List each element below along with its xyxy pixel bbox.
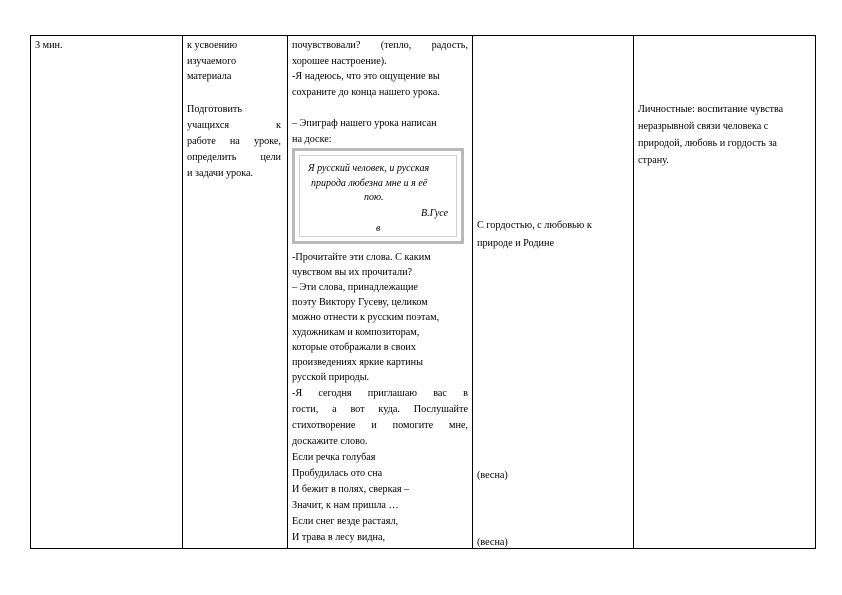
text-word: стихотворение [292, 420, 356, 431]
task-line: Подготовить [187, 104, 242, 115]
text-word: радость, [431, 40, 468, 51]
text-word: гости, [292, 404, 319, 415]
task-line [187, 134, 281, 150]
outcome-line: природой, любовь и гордость за [638, 138, 777, 149]
answer-line: С гордостью, с любовью к [477, 220, 592, 231]
time-cell [31, 36, 183, 549]
text-word: -Я [292, 388, 303, 399]
answer-line: (весна) [477, 537, 508, 548]
text-line: на доске: [292, 134, 332, 145]
text-word: куда. [378, 404, 400, 415]
lesson-plan-table [30, 35, 816, 549]
task-word: учащихся [187, 120, 230, 131]
text-line [292, 38, 468, 54]
text-word: почувствовали? [292, 40, 361, 51]
text-line: сохраните до конца нашего урока. [292, 87, 440, 98]
poem-line: И бежит в полях, сверкая – [292, 484, 410, 495]
task-word: на [229, 136, 240, 147]
text-line [292, 418, 468, 434]
text-line: можно отнести к русским поэтам, [292, 312, 440, 323]
text-line: которые отображали в своих [292, 342, 416, 353]
outcome-line: Личностные: воспитание чувства [638, 104, 784, 115]
text-word: (тепло, [380, 40, 412, 51]
epigraph-line: Я русский человек, и русская [308, 163, 430, 174]
task-word: определить [187, 152, 237, 163]
text-word: Послушайте [413, 404, 468, 415]
task-line: изучаемого [187, 55, 237, 67]
text-line: русской природы. [292, 372, 370, 383]
task-line: к усвоению [187, 40, 238, 51]
teacher-activity-cell [288, 36, 473, 549]
poem-line: Если речка голубая [292, 452, 376, 463]
epigraph-line: пою. [364, 192, 384, 203]
text-line [292, 386, 468, 402]
epigraph-box [292, 148, 464, 244]
outcome-line: неразрывной связи человека с [638, 121, 769, 132]
text-line: – Эти слова, принадлежащие [292, 282, 418, 293]
poem-line: Если снег везде растаял, [292, 516, 399, 527]
task-line [187, 150, 281, 166]
epigraph-line: природа любезна мне и я её [311, 178, 428, 189]
text-line: -Я надеюсь, что это ощущение вы [292, 71, 440, 82]
answer-line: (весна) [477, 470, 508, 481]
task-word: к [276, 120, 281, 131]
text-line [292, 402, 468, 418]
poem-line: Значит, к нам пришла … [292, 500, 399, 511]
student-activity-cell [473, 36, 634, 549]
poem-line: И трава в лесу видна, [292, 532, 386, 543]
text-word: вас [433, 388, 447, 399]
task-line [187, 118, 281, 134]
text-word: в [463, 388, 468, 399]
text-line: художникам и композиторам, [292, 327, 420, 338]
text-line: чувством вы их прочитали? [292, 267, 413, 278]
text-line: произведениях яркие картины [292, 357, 423, 368]
task-word: работе [187, 136, 216, 147]
epigraph-author: В.Гусе [421, 208, 449, 219]
text-word: и [371, 420, 377, 431]
outcomes-cell [634, 36, 816, 549]
task-word: уроке, [253, 136, 281, 147]
epigraph-author: в [376, 223, 381, 234]
stage-task-cell [183, 36, 288, 549]
text-word: помогите [392, 420, 434, 431]
task-line: материала [187, 71, 232, 82]
task-word: цели [260, 152, 281, 163]
text-word: мне, [449, 420, 468, 431]
text-line: – Эпиграф нашего урока написан [292, 118, 437, 129]
task-line: и задачи урока. [187, 168, 254, 179]
outcome-line: страну. [638, 155, 669, 166]
text-line: поэту Виктору Гусеву, целиком [292, 297, 428, 308]
time-text: 3 мин. [35, 40, 63, 51]
text-word: приглашаю [367, 388, 418, 399]
text-line: доскажите слово. [292, 436, 368, 447]
table-row [31, 36, 816, 549]
answer-line: природе и Родине [477, 238, 554, 249]
poem-line: Пробудилась ото сна [292, 468, 383, 479]
text-word: а [332, 404, 337, 415]
text-word: вот [350, 404, 365, 415]
text-word: сегодня [318, 388, 352, 399]
text-line: -Прочитайте эти слова. С каким [292, 252, 431, 263]
text-line: хорошее настроение). [292, 55, 387, 67]
